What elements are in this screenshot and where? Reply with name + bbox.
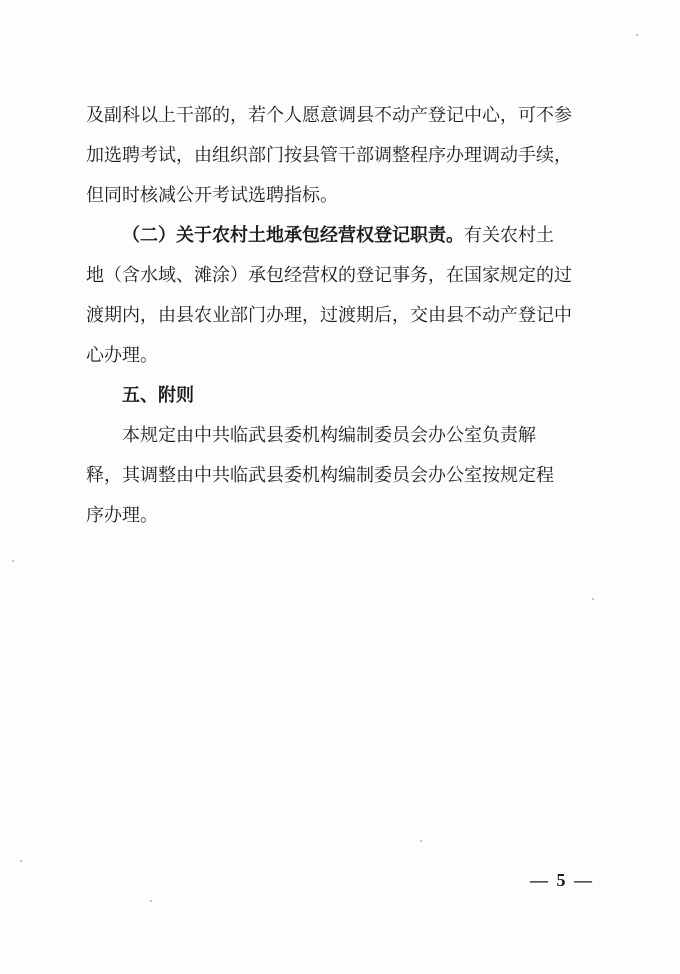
paragraph-2-line-1-text: 有关农村土 bbox=[464, 225, 554, 246]
paragraph-2-line-1 bbox=[122, 216, 554, 256]
scan-speck bbox=[592, 598, 594, 600]
scan-speck bbox=[20, 860, 22, 862]
scan-speck bbox=[420, 840, 422, 842]
paragraph-2-line-4: 心办理。 bbox=[86, 345, 158, 366]
paragraph-1-line-3: 但同时核减公开考试选聘指标。 bbox=[86, 185, 338, 206]
paragraph-3-line-2: 释，其调整由中共临武县委机构编制委员会办公室按规定程 bbox=[86, 465, 554, 486]
paragraph-3-line-3: 序办理。 bbox=[86, 505, 158, 526]
section-subheading: （二）关于农村土地承包经营权登记职责。 bbox=[122, 225, 464, 246]
scan-speck bbox=[636, 34, 638, 36]
paragraph-1-line-2: 加选聘考试，由组织部门按县管干部调整程序办理调动手续， bbox=[86, 145, 572, 166]
paragraph-1-line-1: 及副科以上干部的，若个人愿意调县不动产登记中心，可不参 bbox=[86, 105, 572, 126]
section-heading: 五、附则 bbox=[122, 385, 194, 406]
paragraph-2-line-3: 渡期内，由县农业部门办理，过渡期后，交由县不动产登记中 bbox=[86, 305, 572, 326]
scan-speck bbox=[12, 560, 14, 562]
paragraph-2-line-2: 地（含水域、滩涂）承包经营权的登记事务，在国家规定的过 bbox=[86, 265, 572, 286]
scan-speck bbox=[150, 900, 152, 902]
paragraph-3-line-1: 本规定由中共临武县委机构编制委员会办公室负责解 bbox=[122, 425, 536, 446]
page-number: — 5 — bbox=[530, 870, 594, 890]
